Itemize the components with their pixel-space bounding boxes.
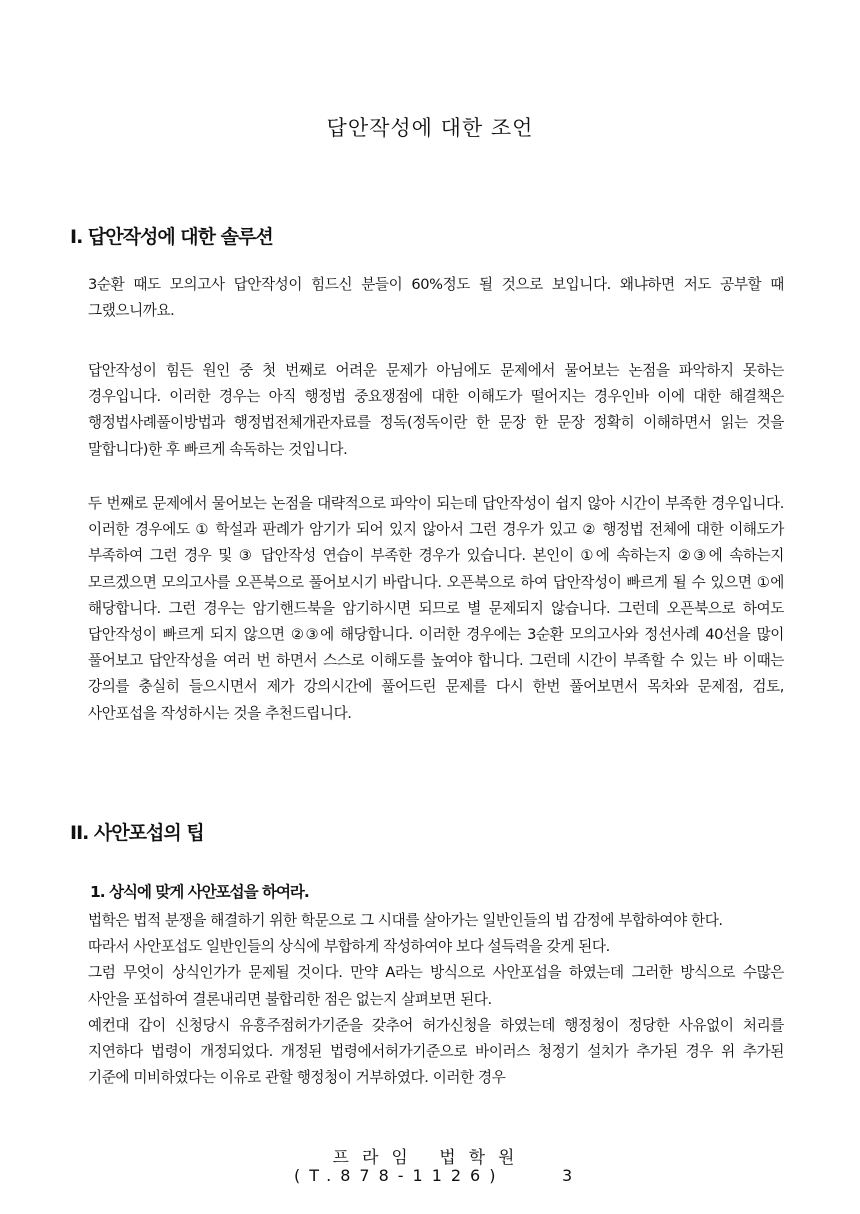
- body-line: 따라서 사안포섭도 일반인들의 상식에 부합하게 작성하여야 보다 설득력을 갖게 된다.: [88, 938, 610, 956]
- paragraph: 두 번째로 문제에서 물어보는 논점을 대략적으로 파악이 되는데 답안작성이 쉽지 않아 시간이 부족한 경우입니다. 이러한 경우에도 ① 학설과 판례가 암기가 되어 있지 않아서 그런 경우가 있고 ② 행정법 전체에 대한 이해도가 부족하여 그런 경우 및 ③ 답안작성 연습이 부족한 경우가 있습니다. 본인이 ①에 속하는지 ②③에 속하는지 모르겠으면 모의고사를 오픈북으로 풀어보시기 바랍니다. 오픈북으로 하여 답안작성이 빠르게 될 수 있으면 ①에 해당합니다. 그런 경우는 암기핸드북을 암기하시면 되므로 별 문제되지 않습니다. 그런데 오픈북으로 하여도 답안작성이 빠르게 되지 않으면 ②③에 해당합니다. 이러한 경우에는 3순환 모의고사와 정선사례 40선을 많이 풀어보고 답안작성을 여러 번 하면서 스스로 이해도를 높여야 합니다. 그런데 시간이 부족할 수 있는 바 이때는 강의를 충실히 들으시면서 제가 강의시간에 풀어드린 문제를 다시 한번 풀어보면서 목차와 문제점, 검토, 사안포섭을 작성하시는 것을 추천드립니다.: [88, 495, 784, 722]
- paragraph: 답안작성이 힘든 원인 중 첫 번째로 어려운 문제가 아님에도 문제에서 물어보는 논점을 파악하지 못하는 경우입니다. 이러한 경우는 아직 행정법 중요쟁점에 대한 이해도가 떨어지는 경우인바 이에 대한 해결책은 행정법사례풀이방법과 행정법전체개관자료를 정독(정독이란 한 문장 한 문장 정확히 이해하면서 읽는 것을 말합니다)한 후 빠르게 속독하는 것입니다.: [88, 362, 784, 458]
- paragraph: 3순환 때도 모의고사 답안작성이 힘드신 분들이 60%정도 될 것으로 보입니다. 왜냐하면 저도 공부할 때 그랬으니까요.: [88, 276, 784, 320]
- body-line: 법학은 법적 분쟁을 해결하기 위한 학문으로 그 시대를 살아가는 일반인들의 법 감정에 부합하여야 한다.: [88, 912, 723, 929]
- footer-phone: (T.878-1126): [294, 1166, 505, 1185]
- section-heading-tips: II. 사안포섭의 팁: [70, 822, 204, 844]
- subsection-heading: 1. 상식에 맞게 사안포섭을 하여라.: [90, 883, 309, 901]
- section-heading-solution: I. 답안작성에 대한 솔루션: [70, 226, 273, 248]
- subsection-body: [88, 908, 784, 1091]
- footer-institution: 프라임 법학원: [332, 1148, 528, 1168]
- body-line: 예컨대 갑이 신청당시 유흥주점허가기준을 갖추어 허가신청을 하였는데 행정청이 정당한 사유없이 처리를 지연하다 법령이 개정되었다. 개정된 법령에서허가기준으로 바이러스 청정기 설치가 추가된 경우 위 추가된 기준에 미비하였다는 이유로 관할 행정청이 거부하였다. 이러한 경우: [88, 1016, 784, 1087]
- page-number: 3: [562, 1166, 573, 1185]
- body-line: 그럼 무엇이 상식인가가 문제될 것이다. 만약 A라는 방식으로 사안포섭을 하였는데 그러한 방식으로 수많은 사안을 포섭하여 결론내리면 불합리한 점은 없는지 살펴보면 된다.: [88, 964, 784, 1008]
- document-title: 답안작성에 대한 조언: [326, 116, 534, 140]
